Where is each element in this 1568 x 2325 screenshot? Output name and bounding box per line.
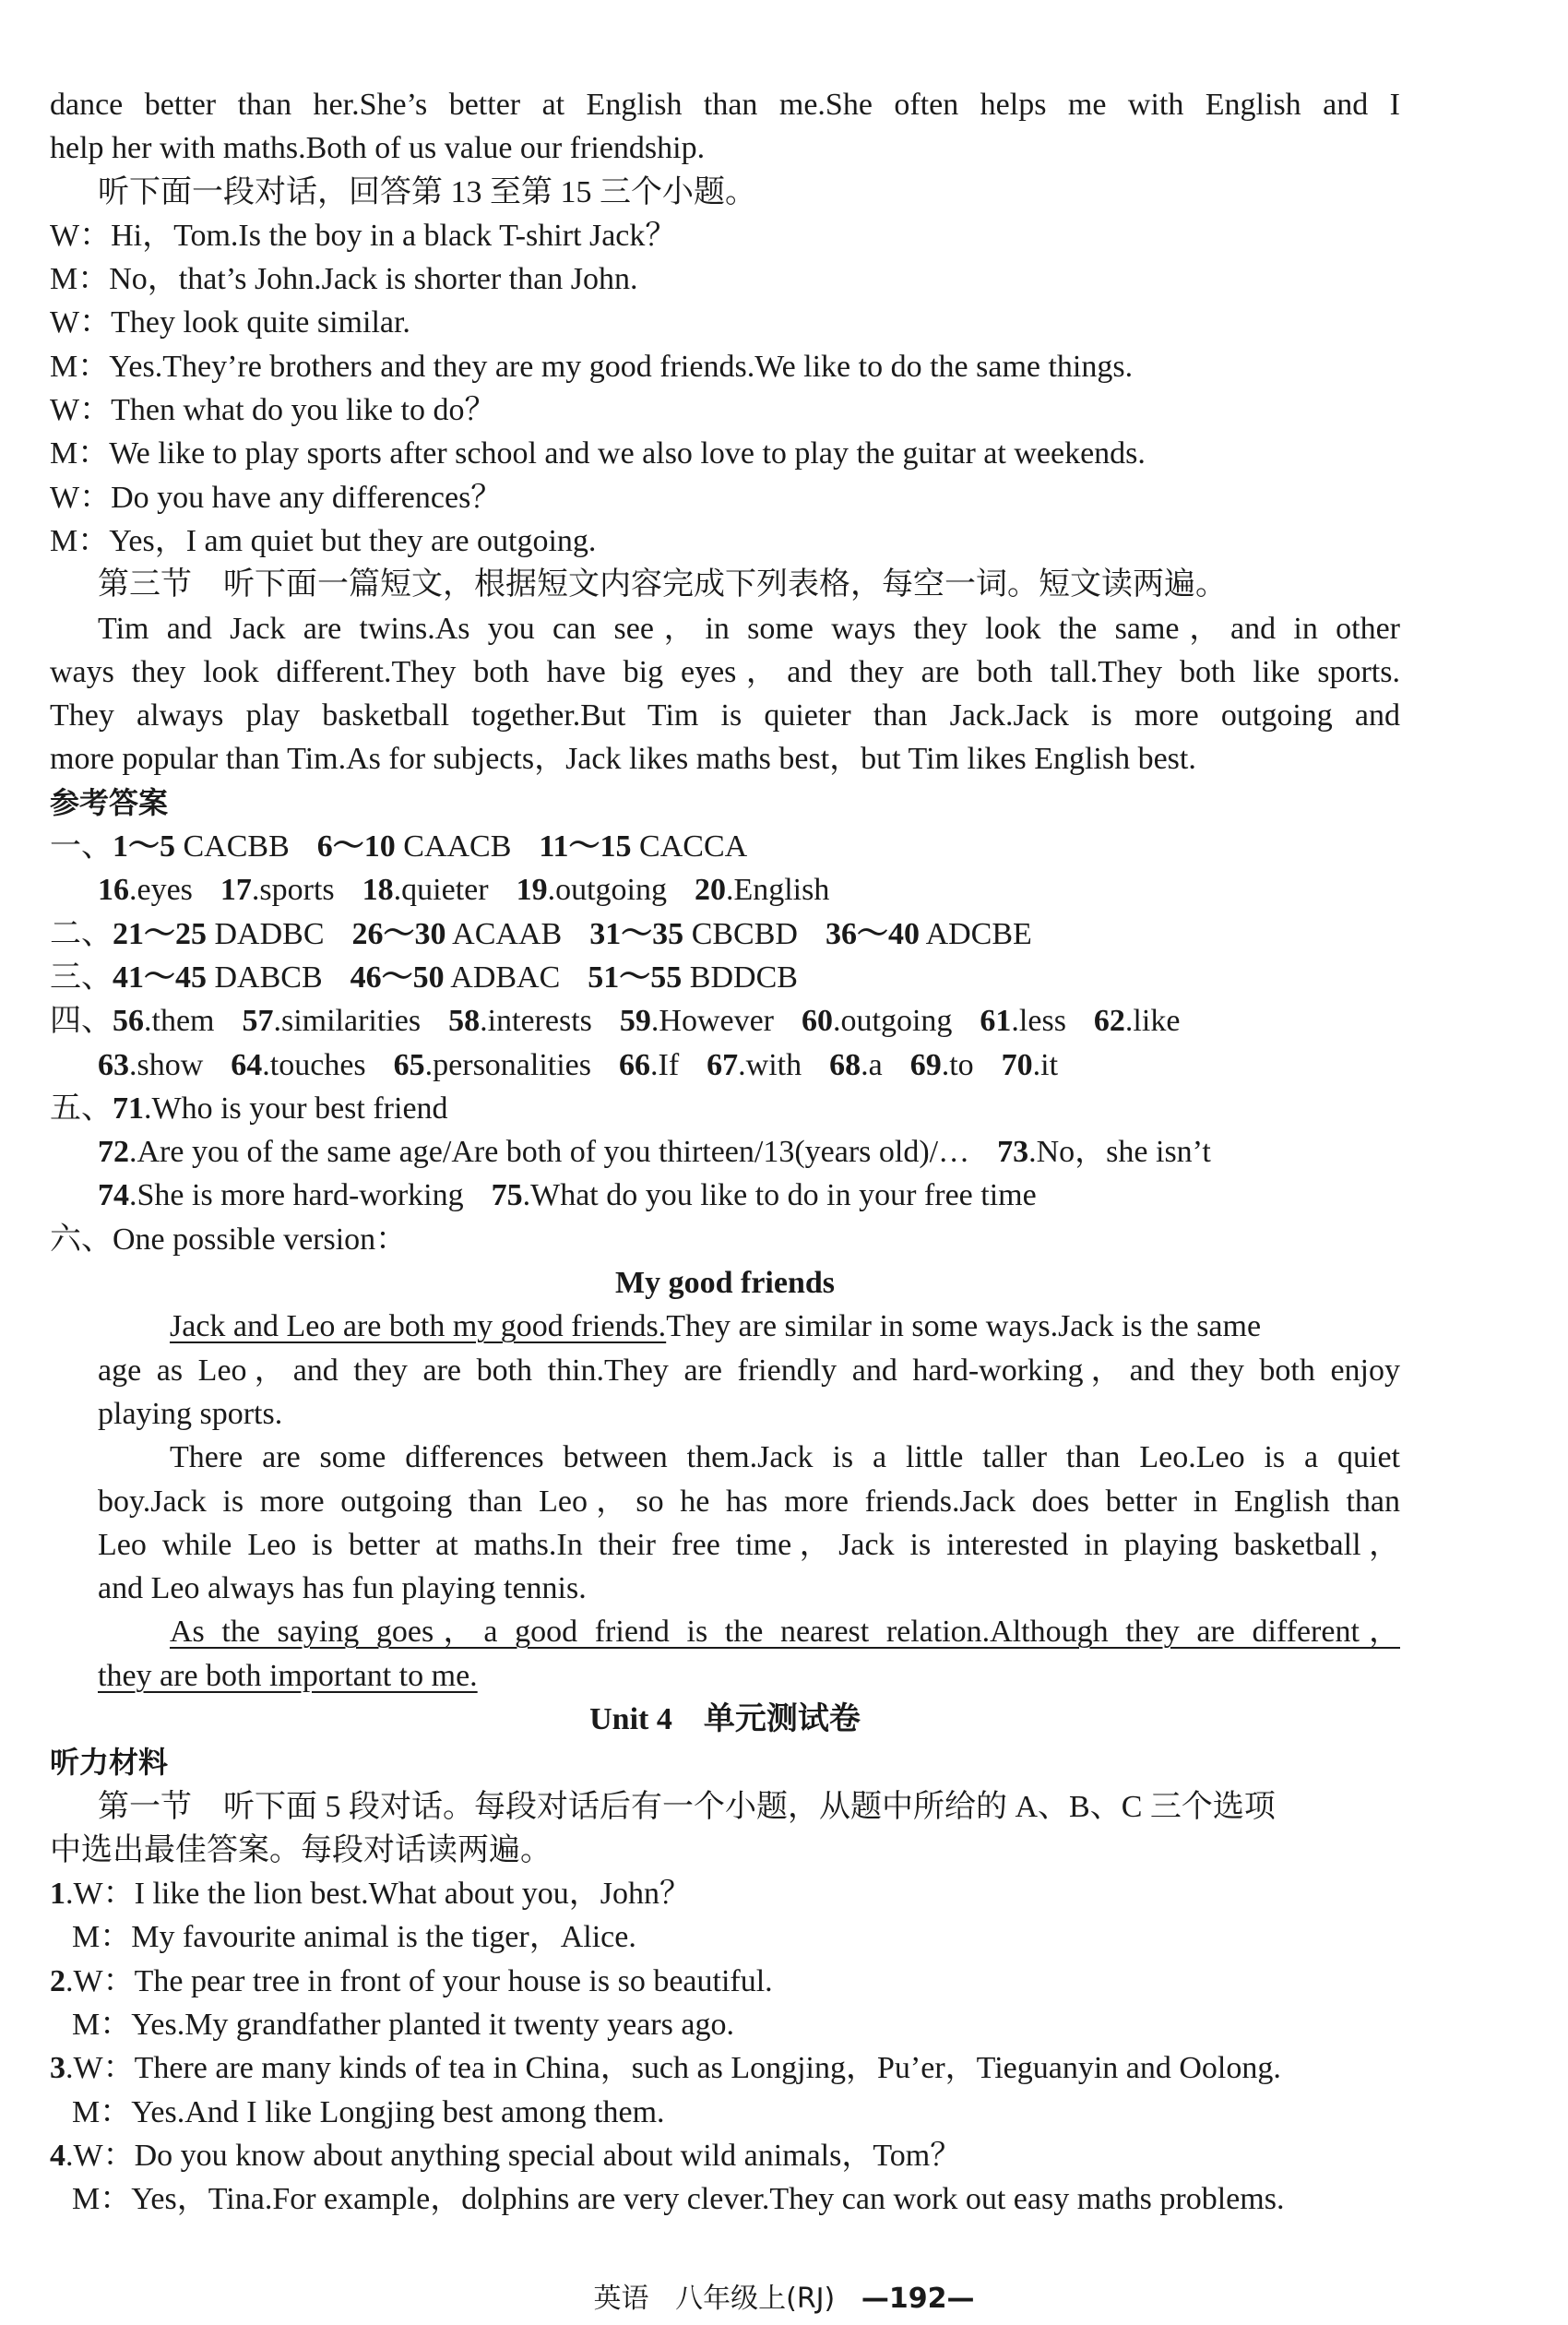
answer-range: 46～50 — [350, 960, 445, 995]
answer-range: 6～10 — [316, 829, 396, 864]
essay-text: They are similar in some ways.Jack is the same — [666, 1309, 1262, 1344]
section-instruction: 第三节 听下面一篇短文，根据短文内容完成下列表格，每空一词。短文读两遍。 — [98, 567, 1227, 602]
answer-value: DADBC — [214, 916, 325, 951]
dialog-text: W：The pear tree in front of your house is so beautiful. — [73, 1963, 773, 1998]
essay-line: boy.Jack is more outgoing than Leo，so he has more friends.Jack does better in English than — [98, 1484, 1400, 1519]
answer-number: 59 — [619, 1004, 651, 1039]
dialog-text: W：I like the lion best.What about you，John？ — [73, 1877, 691, 1912]
answer-value: show — [137, 1047, 204, 1082]
answer-number: 65 — [393, 1047, 425, 1082]
answer-value: BDDCB — [689, 960, 798, 995]
answer-range: 21～25 — [113, 916, 207, 951]
answer-value: sports — [259, 873, 335, 908]
answer-value: What do you like to do in your free time — [530, 1178, 1037, 1213]
answers-heading: 参考答案 — [50, 784, 169, 820]
answer-value: However — [659, 1004, 775, 1039]
page-content — [50, 83, 1400, 2222]
answer-prefix: 五、 — [50, 1091, 113, 1126]
answer-value: No，she isn’t — [1036, 1135, 1211, 1170]
dialog-line: 1.W：I like the lion best.What about you，John？ — [50, 1877, 691, 1912]
answer-number: 72 — [98, 1135, 129, 1170]
answer-value: personalities — [433, 1047, 591, 1082]
answer-number: 61 — [980, 1004, 1012, 1039]
question-number: 3 — [50, 2051, 65, 2086]
answer-prefix: 二、 — [50, 916, 113, 951]
dialog-line: W：They look quite similar. — [50, 305, 410, 340]
answer-value: to — [949, 1047, 974, 1082]
answer-range: 11～15 — [539, 829, 632, 864]
unit-title: Unit 4 单元测试卷 — [589, 1701, 861, 1736]
answer-value: If — [658, 1047, 680, 1082]
answer-value: it — [1040, 1047, 1059, 1082]
answer-value: eyes — [137, 873, 193, 908]
answer-row: 五、71.Who is your best friend — [50, 1091, 448, 1126]
dialog-line: M：My favourite animal is the tiger，Alice. — [72, 1920, 636, 1955]
answer-number: 57 — [242, 1004, 274, 1039]
answer-value: She is more hard-working — [137, 1178, 464, 1213]
answer-value: ACAAB — [452, 916, 563, 951]
answer-row: 72.Are you of the same age/Are both of you thirteen/13(years old)/… 73.No，she isn’t — [98, 1135, 1211, 1170]
listening-heading: 听力材料 — [50, 1745, 169, 1781]
answer-value: interests — [487, 1004, 592, 1039]
page-footer — [0, 2275, 1568, 2316]
answer-value: a — [868, 1047, 883, 1082]
answer-number: 18 — [362, 873, 394, 908]
answer-range: 31～35 — [589, 916, 684, 951]
essay-line — [50, 1654, 1400, 1698]
text-line: help her with maths.Both of us value our friendship. — [50, 131, 706, 166]
essay-line: There are some differences between them.Jack is a little taller than Leo.Leo is a quiet — [170, 1440, 1400, 1475]
essay-line: and Leo always has fun playing tennis. — [98, 1571, 587, 1606]
section-instruction: 第一节 听下面 5 段对话。每段对话后有一个小题，从题中所给的 A、B、C 三个选项 — [98, 1789, 1276, 1824]
dialog-line: M：Yes，I am quiet but they are outgoing. — [50, 523, 597, 558]
answer-range: 41～45 — [113, 960, 207, 995]
essay-line: Leo while Leo is better at maths.In their free time，Jack is interested in playing basketball， — [98, 1527, 1400, 1562]
answer-value: DABCB — [214, 960, 323, 995]
dialog-line: W：Then what do you like to do？ — [50, 393, 496, 428]
dialog-text: W：Do you know about anything special about wild animals，Tom？ — [73, 2138, 962, 2173]
answer-row — [50, 825, 1400, 868]
answer-number: 64 — [231, 1047, 263, 1082]
answer-value: Are you of the same age/Are both of you thirteen/13(years old)/… — [137, 1135, 970, 1170]
dialog-line: M：Yes.My grandfather planted it twenty years ago. — [72, 2008, 734, 2043]
footer-subject: 英语 — [593, 2283, 649, 2315]
answer-value: ADBAC — [450, 960, 561, 995]
underlined-sentence: Jack and Leo are both my good friends. — [170, 1309, 667, 1344]
answer-row: 六、One possible version： — [50, 1222, 408, 1257]
answer-number: 69 — [909, 1047, 942, 1082]
answer-value: CBCBD — [691, 916, 798, 951]
dialog-text: W：There are many kinds of tea in China，such as Longjing，Pu’er，Tieguanyin and Oolong. — [73, 2051, 1281, 2086]
answer-number: 62 — [1093, 1004, 1125, 1039]
answer-value: English — [733, 873, 830, 908]
answer-row: 四、56.them 57.similarities 58.interests 59.However 60.outgoing 61.less 62.like — [50, 1004, 1181, 1039]
answer-number: 74 — [98, 1178, 129, 1213]
answer-number: 66 — [619, 1047, 650, 1082]
answer-value: quieter — [401, 873, 489, 908]
answer-value: similarities — [280, 1004, 422, 1039]
dialog-line: M：Yes，Tina.For example，dolphins are very clever.They can work out easy maths problems. — [72, 2182, 1285, 2217]
answer-value: like — [1133, 1004, 1181, 1039]
dialog-line: M：Yes.And I like Longjing best among them. — [72, 2094, 665, 2129]
answer-row: 74.She is more hard-working 75.What do you like to do in your free time — [98, 1178, 1037, 1213]
essay-line: age as Leo，and they are both thin.They are friendly and hard-working，and they both enjoy — [98, 1353, 1400, 1388]
answer-number: 71 — [113, 1091, 144, 1126]
answer-row: 63.show 64.touches 65.personalities 66.If 67.with 68.a 69.to 70.it — [98, 1047, 1059, 1082]
answer-value: outgoing — [555, 873, 667, 908]
answer-number: 70 — [1001, 1047, 1033, 1082]
section-instruction: 听下面一段对话，回答第 13 至第 15 三个小题。 — [98, 174, 756, 209]
passage-line: Tim and Jack are twins.As you can see，in some ways they look the same，and in other — [98, 611, 1400, 646]
answer-range: 36～40 — [825, 916, 920, 951]
answer-number: 73 — [997, 1135, 1029, 1170]
answer-number: 75 — [491, 1178, 523, 1213]
question-number: 4 — [50, 2138, 65, 2173]
essay-line — [50, 1610, 1400, 1653]
essay-line: playing sports. — [98, 1396, 283, 1431]
answer-value: Who is your best friend — [151, 1091, 448, 1126]
answer-row — [50, 956, 1400, 999]
underlined-sentence: they are both important to me. — [98, 1658, 478, 1693]
answer-row: 16.eyes 17.sports 18.quieter 19.outgoing 20.English — [98, 873, 830, 908]
footer-grade: 八年级上(RJ) — [675, 2283, 836, 2315]
answer-number: 56 — [113, 1004, 144, 1039]
page-number: —192— — [861, 2283, 975, 2315]
answer-row — [50, 912, 1400, 956]
underlined-sentence: As the saying goes，a good friend is the nearest relation.Although they are different， — [170, 1615, 1400, 1650]
answer-number: 63 — [98, 1047, 129, 1082]
passage-line: ways they look different.They both have big eyes，and they are both tall.They both like sports. — [50, 654, 1400, 689]
answer-prefix: 一、 — [50, 829, 113, 864]
answer-prefix: 四、 — [50, 1004, 113, 1039]
answer-number: 60 — [802, 1004, 834, 1039]
dialog-line: M：We like to play sports after school and we also love to play the guitar at weekends. — [50, 436, 1146, 471]
answer-value: CACCA — [639, 829, 748, 864]
dialog-line: 2.W：The pear tree in front of your house is so beautiful. — [50, 1963, 773, 1998]
passage-line: They always play basketball together.But Tim is quieter than Jack.Jack is more outgoing and — [50, 698, 1400, 733]
text-line: dance better than her.She’s better at English than me.She often helps me with English and I — [50, 88, 1400, 122]
section-instruction: 中选出最佳答案。每段对话读两遍。 — [50, 1832, 552, 1867]
answer-value: them — [151, 1004, 215, 1039]
answer-range: 51～55 — [588, 960, 683, 995]
answer-value: ADCBE — [925, 916, 1032, 951]
answer-value: outgoing — [840, 1004, 953, 1039]
passage-line: more popular than Tim.As for subjects，Jack likes maths best，but Tim likes English best. — [50, 742, 1196, 777]
answer-value: touches — [269, 1047, 366, 1082]
answer-number: 68 — [829, 1047, 861, 1082]
question-number: 1 — [50, 1877, 65, 1912]
question-number: 2 — [50, 1963, 65, 1998]
essay-title: My good friends — [615, 1266, 835, 1301]
answer-number: 20 — [694, 873, 726, 908]
answer-number: 58 — [448, 1004, 481, 1039]
answer-value: CACBB — [183, 829, 290, 864]
answer-number: 16 — [98, 873, 129, 908]
answer-number: 19 — [516, 873, 548, 908]
answer-number: 17 — [220, 873, 252, 908]
answer-range: 26～30 — [351, 916, 446, 951]
dialog-line: 4.W：Do you know about anything special about wild animals，Tom？ — [50, 2138, 962, 2173]
answer-value: less — [1018, 1004, 1066, 1039]
essay-line — [50, 1305, 1400, 1348]
answer-range: 1～5 — [113, 829, 175, 864]
answer-value: with — [745, 1047, 802, 1082]
answer-number: 67 — [707, 1047, 739, 1082]
answer-value: CAACB — [403, 829, 512, 864]
dialog-line: M：Yes.They’re brothers and they are my good friends.We like to do the same things. — [50, 349, 1134, 384]
dialog-line: W：Do you have any differences？ — [50, 480, 503, 515]
dialog-line: W：Hi，Tom.Is the boy in a black T-shirt Jack？ — [50, 218, 677, 253]
dialog-line: M：No，that’s John.Jack is shorter than John. — [50, 262, 638, 297]
answer-prefix: 三、 — [50, 960, 113, 995]
dialog-line: 3.W：There are many kinds of tea in China，such as Longjing，Pu’er，Tieguanyin and Oolong. — [50, 2051, 1281, 2086]
